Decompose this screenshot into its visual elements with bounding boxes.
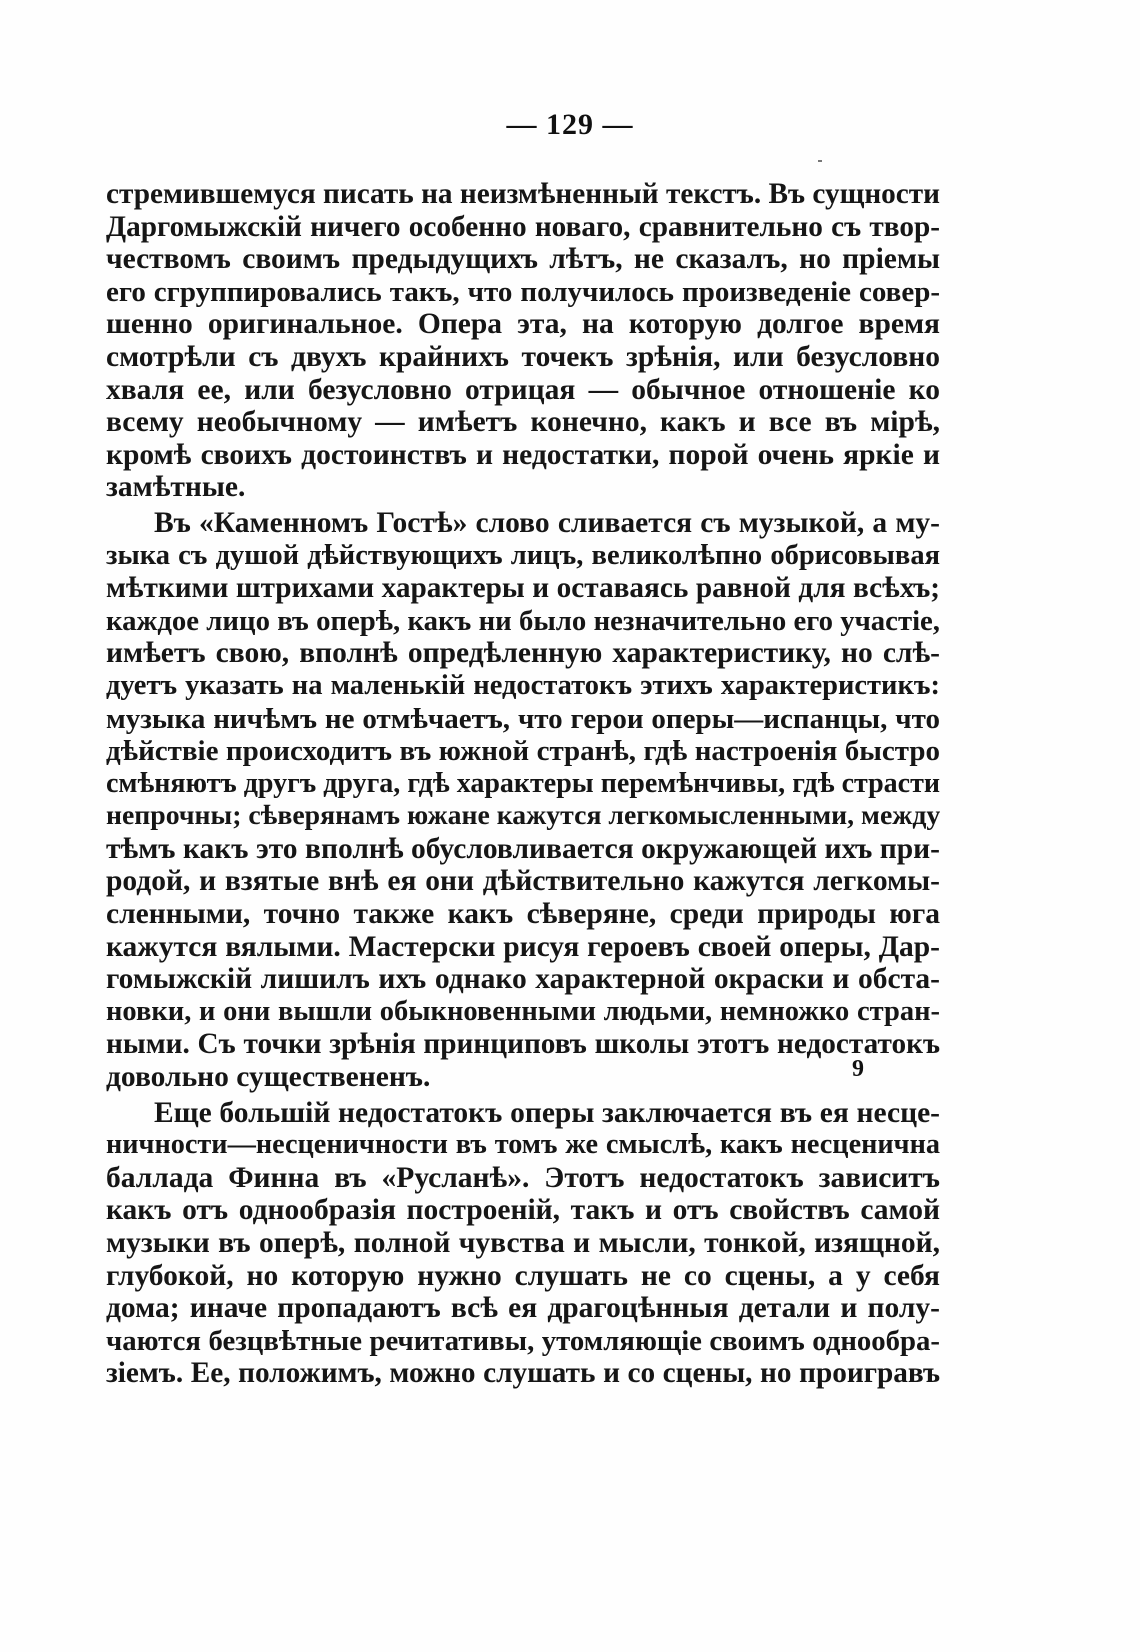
text-line: смѣняютъ другъ друга, гдѣ характеры перемѣнчивы, гдѣ страсти [106,767,940,799]
signature-mark: 9 [852,1056,864,1082]
text-line: зіемъ. Ее, положимъ, можно слушать и со сцены, но проигравъ [106,1357,940,1390]
text-line: непрочны; сѣверянамъ южане кажутся легкомысленными, между [106,800,941,832]
text-line: какъ отъ однообразія построеній, такъ и отъ свойствъ самой [106,1194,940,1227]
text-line: замѣтные. [106,471,246,504]
text-line: зыка съ душой дѣйствующихъ лицъ, великолѣпно обрисовывая [106,539,940,571]
text-line: мѣткими штрихами характеры и оставаясь равной для всѣхъ; [106,572,940,605]
paragraph-3 [106,1097,940,1390]
text-line: его сгруппировались такъ, что получилось произведеніе совер- [106,275,940,308]
text-line: кромѣ своихъ достоинствъ и недостатки, порой очень яркіе и [106,438,940,471]
text-line: глубокой, но которую нужно слушать не со сцены, а у себя [106,1259,940,1292]
text-line: ными. Съ точки зрѣнія принциповъ школы этотъ недостатокъ [106,1028,940,1061]
text-line: хваля ее, или безусловно отрицая — обычное отношеніе ко [106,373,940,406]
text-line: ничности—несценичности въ томъ же смыслѣ, какъ несценична [106,1129,940,1161]
text-line: кажутся вялыми. Мастерски рисуя героевъ своей оперы, Дар- [106,930,940,963]
text-line: каждое лицо въ оперѣ, какъ ни было незначительно его участіе, [106,604,940,637]
text-line: всему необычному — имѣетъ конечно, какъ и все въ мірѣ, [106,406,940,439]
text-line: дѣйствіе происходитъ въ южной странѣ, гдѣ настроенія быстро [106,735,940,768]
text-line: сленными, точно также какъ сѣверяне, среди природы юга [106,898,940,931]
text-line: Даргомыжскій ничего особенно новаго, сравнительно съ твор- [106,210,940,243]
text-line: новки, и они вышли обыкновенными людьми, немножко стран- [106,995,940,1027]
text-line: гомыжскій лишилъ ихъ однако характерной окраски и обста- [106,963,940,996]
text-line: Еще большій недостатокъ оперы заключается въ ея несце- [154,1096,940,1129]
text-line: шенно оригинальное. Опера эта, на которую долгое время [106,308,940,341]
print-speck [818,160,822,162]
text-line: чаются безцвѣтные речитативы, утомляющіе своимъ однообра- [106,1324,940,1357]
text-line: смотрѣли съ двухъ крайнихъ точекъ зрѣнія, или безусловно [106,340,940,373]
text-line: дома; иначе пропадаютъ всѣ ея драгоцѣнныя детали и полу- [106,1292,940,1325]
text-line: родой, и взятые внѣ ея они дѣйствительно кажутся легкомы- [106,865,940,898]
text-line: стремившемуся писать на неизмѣненный текстъ. Въ сущности [106,178,940,210]
text-line: Въ «Каменномъ Гостѣ» слово сливается съ музыкой, а му- [154,506,940,539]
text-line: чествомъ своимъ предыдущихъ лѣтъ, не сказалъ, но пріемы [106,243,940,276]
body-text [106,178,940,1390]
text-line: имѣетъ свою, вполнѣ опредѣленную характеристику, но слѣ- [106,637,940,670]
paragraph-2 [106,507,940,1094]
text-line: довольно существененъ. [106,1061,431,1094]
paragraph-1 [106,178,940,504]
text-line: баллада Финна въ «Русланѣ». Этотъ недостатокъ зависитъ [106,1161,940,1194]
page-number: — 129 — [506,108,634,141]
text-line: музыка ничѣмъ не отмѣчаетъ, что герои оперы—испанцы, что [106,702,940,735]
text-line: тѣмъ какъ это вполнѣ обусловливается окружающей ихъ при- [106,832,940,865]
text-line: музыки въ оперѣ, полной чувства и мысли, тонкой, изящной, [106,1227,940,1259]
text-line: дуетъ указать на маленькій недостатокъ этихъ характеристикъ: [106,669,940,701]
